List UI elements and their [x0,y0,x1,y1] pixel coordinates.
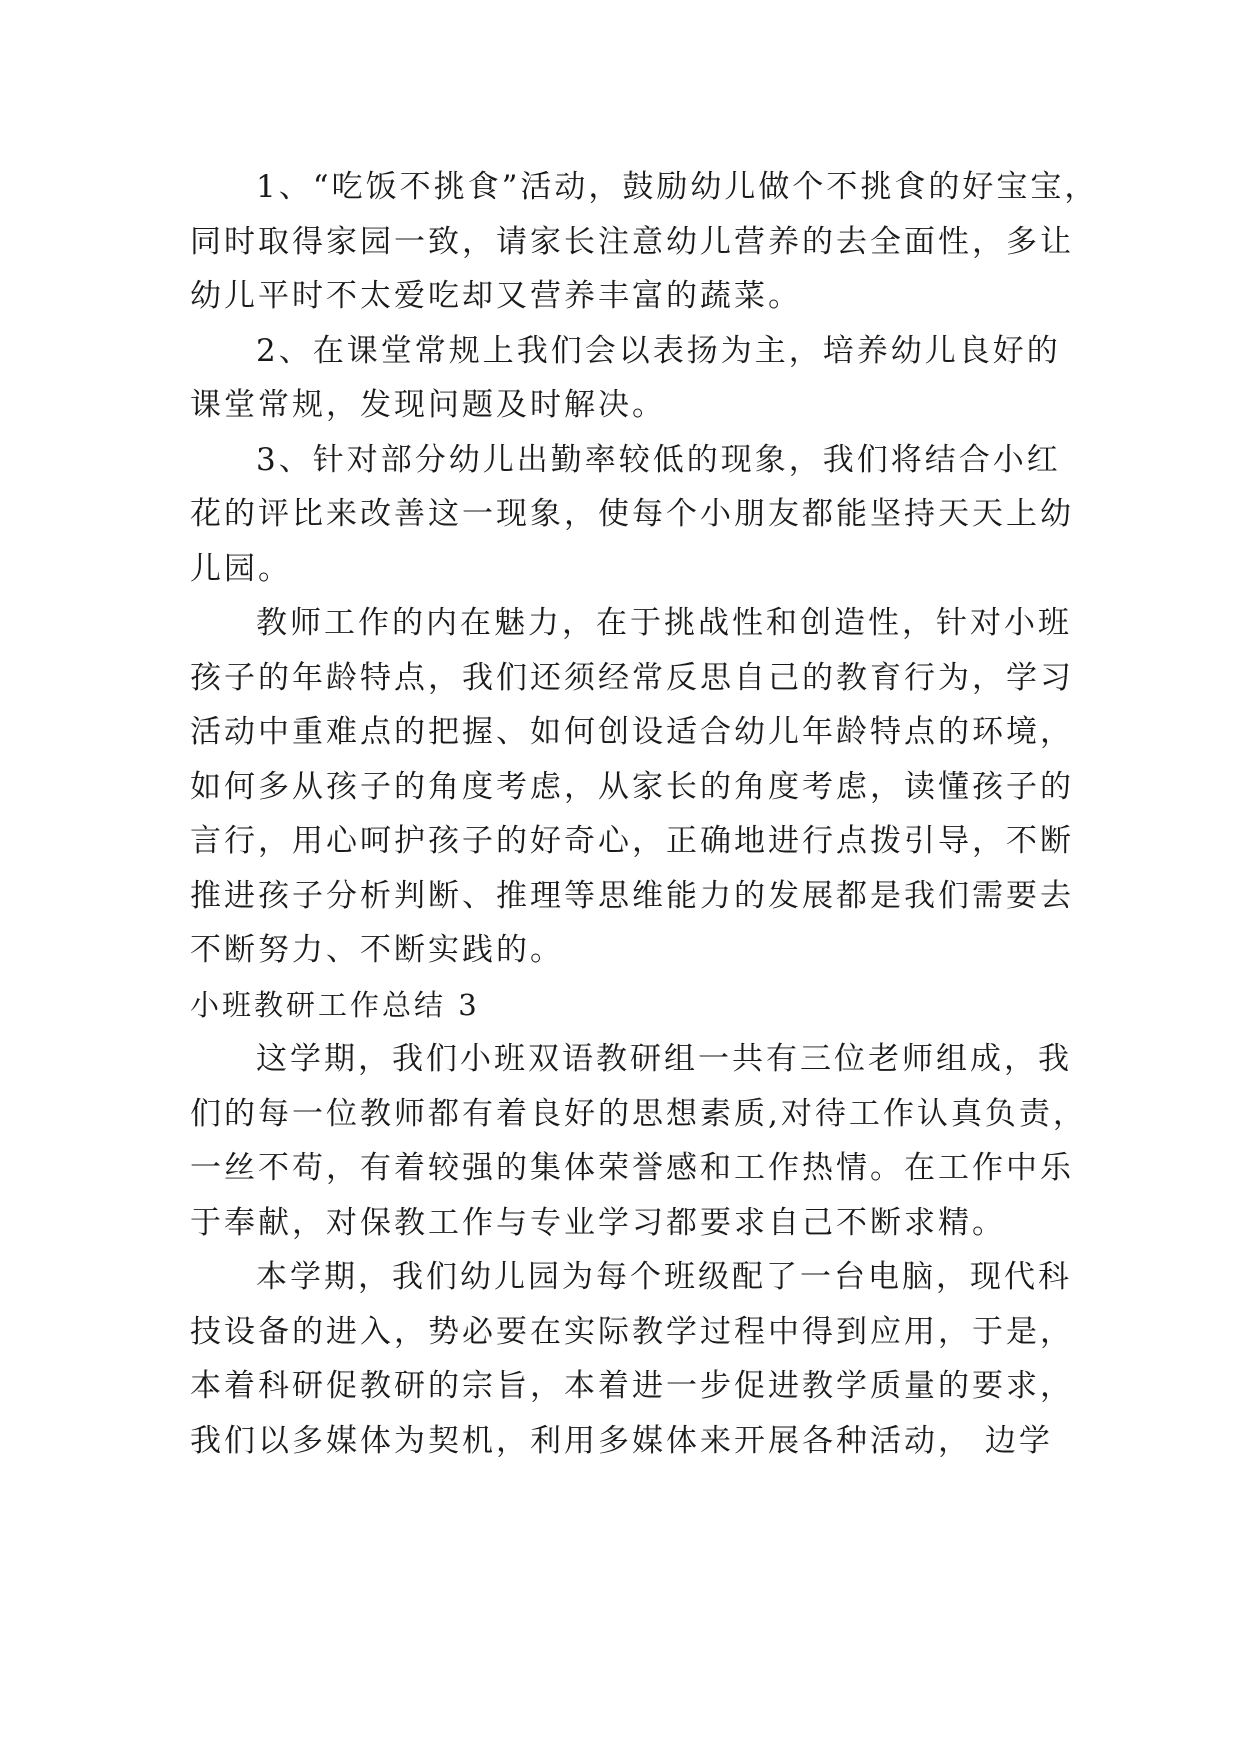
text-line: 幼儿平时不太爱吃却又营养丰富的蔬菜。 [190,278,802,314]
text-line: 这学期，我们小班双语教研组一共有三位老师组成，我 [256,1041,1072,1077]
text-line: 花的评比来改善这一现象，使每个小朋友都能坚持天天上幼 [190,496,1074,532]
text-line: 本学期，我们幼儿园为每个班级配了一台电脑，现代科 [256,1259,1072,1295]
text-line: 一丝不苟，有着较强的集体荣誉感和工作热情。在工作中乐 [190,1150,1074,1186]
text-line: 3、针对部分幼儿出勤率较低的现象，我们将结合小红 [256,441,1061,478]
text-line: 活动中重难点的把握、如何创设适合幼儿年龄特点的环境， [190,714,1074,750]
text-line: 本着科研促教研的宗旨，本着进一步促进教学质量的要求， [190,1368,1074,1404]
text-line: 技设备的进入，势必要在实际教学过程中得到应用，于是， [190,1313,1074,1350]
text-line: 同时取得家园一致，请家长注意幼儿营养的去全面性，多让 [190,223,1074,260]
text-line: 言行，用心呵护孩子的好奇心，正确地进行点拨引导，不断 [190,823,1074,859]
text-line: 于奉献，对保教工作与专业学习都要求自己不断求精。 [190,1204,1006,1241]
document-body [190,160,1099,1468]
text-line: 们的每一位教师都有着良好的思想素质,对待工作认真负责， [190,1095,1087,1132]
text-line: 不断努力、不断实践的。 [190,932,564,968]
text-line: 2、在课堂常规上我们会以表扬为主，培养幼儿良好的 [256,332,1061,369]
text-line: 如何多从孩子的角度考虑，从家长的角度考虑，读懂孩子的 [190,768,1074,805]
text-line: 推进孩子分析判断、推理等思维能力的发展都是我们需要去 [190,877,1074,914]
text-line: 我们以多媒体为契机，利用多媒体来开展各种活动， 边学 [190,1422,1053,1459]
text-line: 孩子的年龄特点，我们还须经常反思自己的教育行为，学习 [190,659,1074,696]
section-heading: 小班教研工作总结 3 [190,987,480,1022]
text-line: 课堂常规，发现问题及时解决。 [190,387,666,423]
text-line: 1、“吃饭不挑食”活动，鼓励幼儿做个不挑食的好宝宝， [256,169,1099,205]
text-line: 教师工作的内在魅力，在于挑战性和创造性，针对小班 [256,605,1072,641]
text-line: 儿园。 [190,550,292,587]
